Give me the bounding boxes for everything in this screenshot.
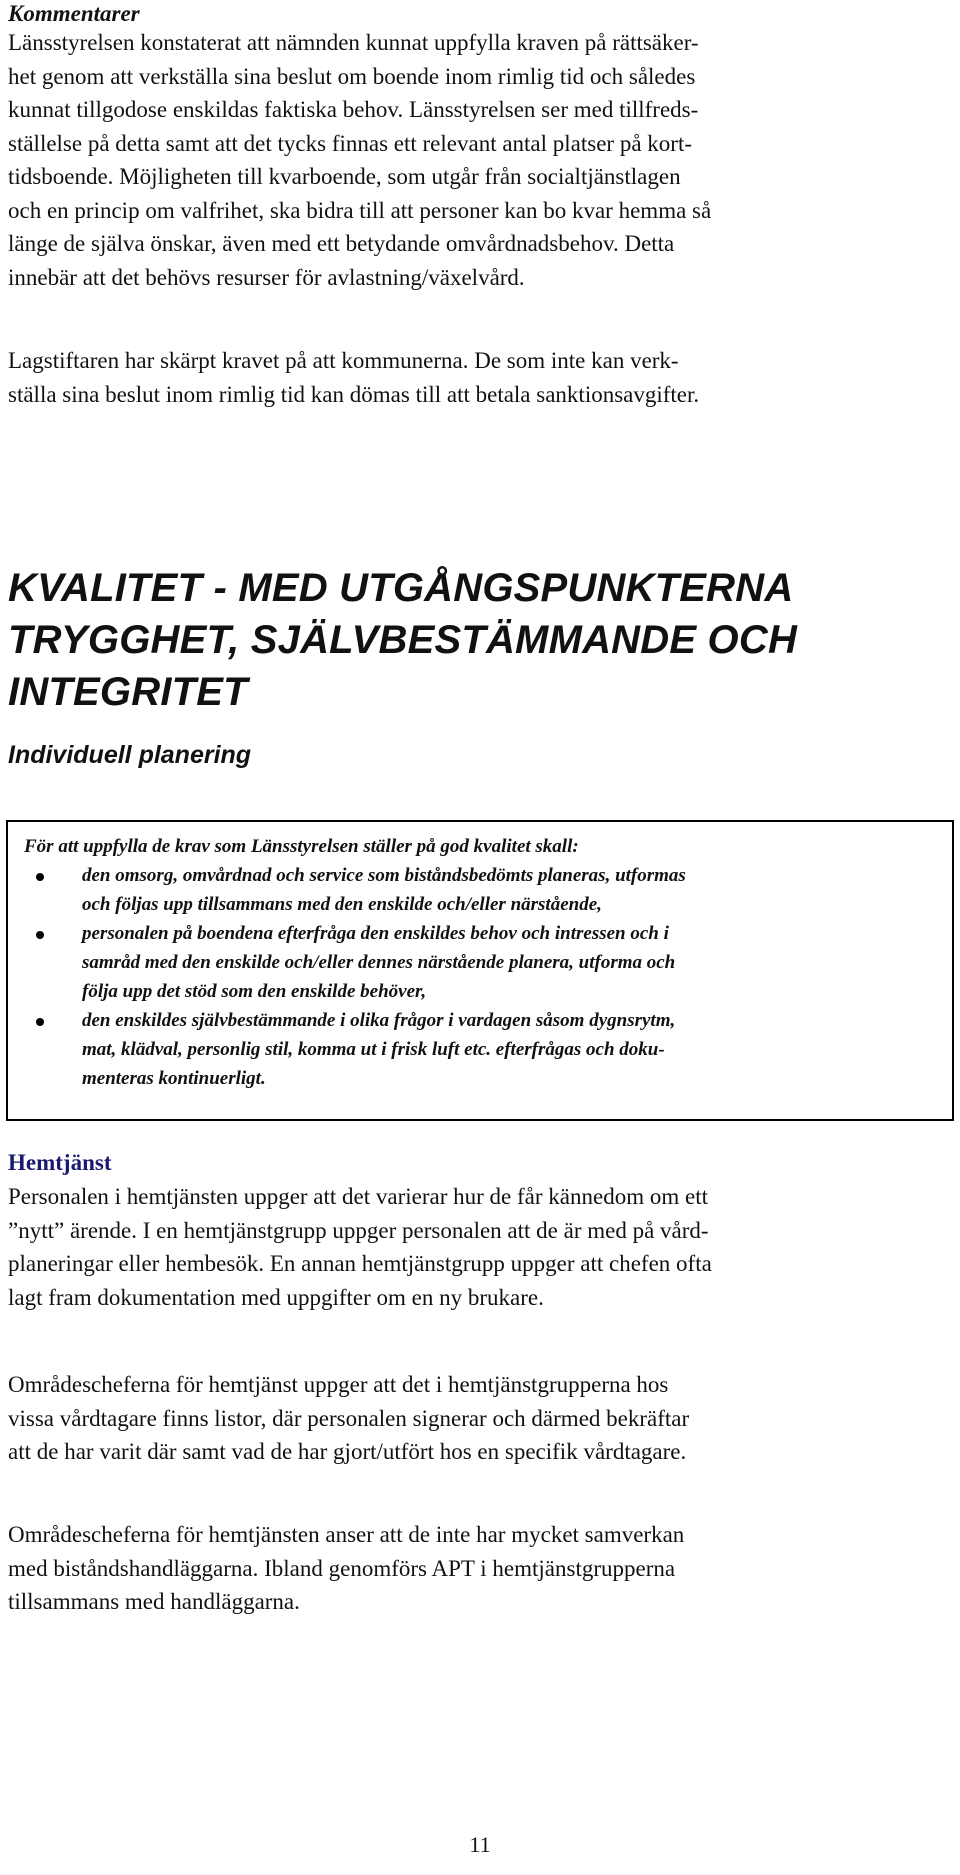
text-line: kunnat tillgodose enskildas faktiska behov. Länsstyrelsen ser med tillfreds- xyxy=(8,97,699,122)
text-line: personalen på boendena efterfråga den enskildes behov och intressen och i xyxy=(82,923,669,944)
comments-heading: Kommentarer xyxy=(8,1,140,26)
bullet-icon xyxy=(36,873,44,881)
text-line: med biståndshandläggarna. Ibland genomförs APT i hemtjänstgrupperna xyxy=(8,1555,676,1581)
requirements-intro: För att uppfylla de krav som Länsstyrelsen ställer på god kvalitet skall: xyxy=(24,836,579,857)
requirements-content xyxy=(24,832,686,1093)
text-line: Länsstyrelsen konstaterat att nämnden kunnat uppfylla kraven på rättsäker- xyxy=(8,30,699,55)
text-line: ställa sina beslut inom rimlig tid kan dömas till att betala sanktionsavgifter. xyxy=(8,381,700,407)
requirement-item xyxy=(24,1006,686,1093)
text-line: och följas upp tillsammans med den enskilde och/eller närstående, xyxy=(82,894,602,915)
text-line: het genom att verkställa sina beslut om boende inom rimlig tid och således xyxy=(8,63,696,89)
requirement-item xyxy=(24,919,686,1006)
text-line: mat, klädval, personlig stil, komma ut i frisk luft etc. efterfrågas och doku- xyxy=(82,1039,665,1060)
hemtjanst-paragraph-3 xyxy=(8,1518,684,1619)
text-line: och en princip om valfrihet, ska bidra till att personer kan bo kvar hemma så xyxy=(8,197,712,223)
text-line: menteras kontinuerligt. xyxy=(82,1068,266,1089)
comments-paragraph-2 xyxy=(8,344,699,411)
comments-paragraph-1 xyxy=(8,26,711,294)
bullet-icon xyxy=(36,931,44,939)
text-line: Områdescheferna för hemtjänst uppger att det i hemtjänstgrupperna hos xyxy=(8,1372,669,1397)
text-line: Lagstiftaren har skärpt kravet på att kommunerna. De som inte kan verk- xyxy=(8,348,679,373)
text-line: planeringar eller hembesök. En annan hemtjänstgrupp uppger att chefen ofta xyxy=(8,1251,712,1276)
text-line: vissa vårdtagare finns listor, där personalen signerar och därmed bekräftar xyxy=(8,1405,690,1431)
hemtjanst-paragraph-2 xyxy=(8,1368,689,1469)
text-line: den omsorg, omvårdnad och service som biståndsbedömts planeras, utformas xyxy=(82,865,686,886)
hemtjanst-heading: Hemtjänst xyxy=(8,1150,112,1175)
text-line: innebär att det behövs resurser för avlastning/växelvård. xyxy=(8,264,525,290)
text-line: tidsboende. Möjligheten till kvarboende, som utgår från socialtjänstlagen xyxy=(8,164,681,189)
text-line: den enskildes självbestämmande i olika frågor i vardagen såsom dygnsrytm, xyxy=(82,1010,676,1031)
text-line: Personalen i hemtjänsten uppger att det varierar hur de får kännedom om ett xyxy=(8,1184,708,1209)
text-line: ställelse på detta samt att det tycks finnas ett relevant antal platser på kort- xyxy=(8,130,693,156)
text-line: lagt fram dokumentation med uppgifter om en ny brukare. xyxy=(8,1284,544,1310)
page-number: 11 xyxy=(469,1832,491,1857)
text-line: följa upp det stöd som den enskilde behöver, xyxy=(82,981,427,1002)
section-title xyxy=(8,562,797,718)
section-subtitle: Individuell planering xyxy=(8,741,252,769)
text-line: ”nytt” ärende. I en hemtjänstgrupp uppger personalen att de är med på vård- xyxy=(8,1217,709,1243)
text-line: att de har varit där samt vad de har gjort/utfört hos en specifik vårdtagare. xyxy=(8,1439,687,1464)
text-line: samråd med den enskilde och/eller dennes närstående planera, utforma och xyxy=(82,952,676,973)
text-line: tillsammans med handläggarna. xyxy=(8,1589,300,1614)
text-line: Områdescheferna för hemtjänsten anser att de inte har mycket samverkan xyxy=(8,1522,685,1547)
title-line: KVALITET - MED UTGÅNGSPUNKTERNA xyxy=(8,566,794,610)
bullet-icon xyxy=(36,1018,44,1026)
requirements-box xyxy=(6,820,954,1121)
title-line: TRYGGHET, SJÄLVBESTÄMMANDE OCH xyxy=(8,618,798,662)
title-line: INTEGRITET xyxy=(8,670,248,714)
requirement-item xyxy=(24,861,686,919)
hemtjanst-paragraph-1 xyxy=(8,1180,712,1314)
text-line: länge de själva önskar, även med ett betydande omvårdnadsbehov. Detta xyxy=(8,231,675,256)
